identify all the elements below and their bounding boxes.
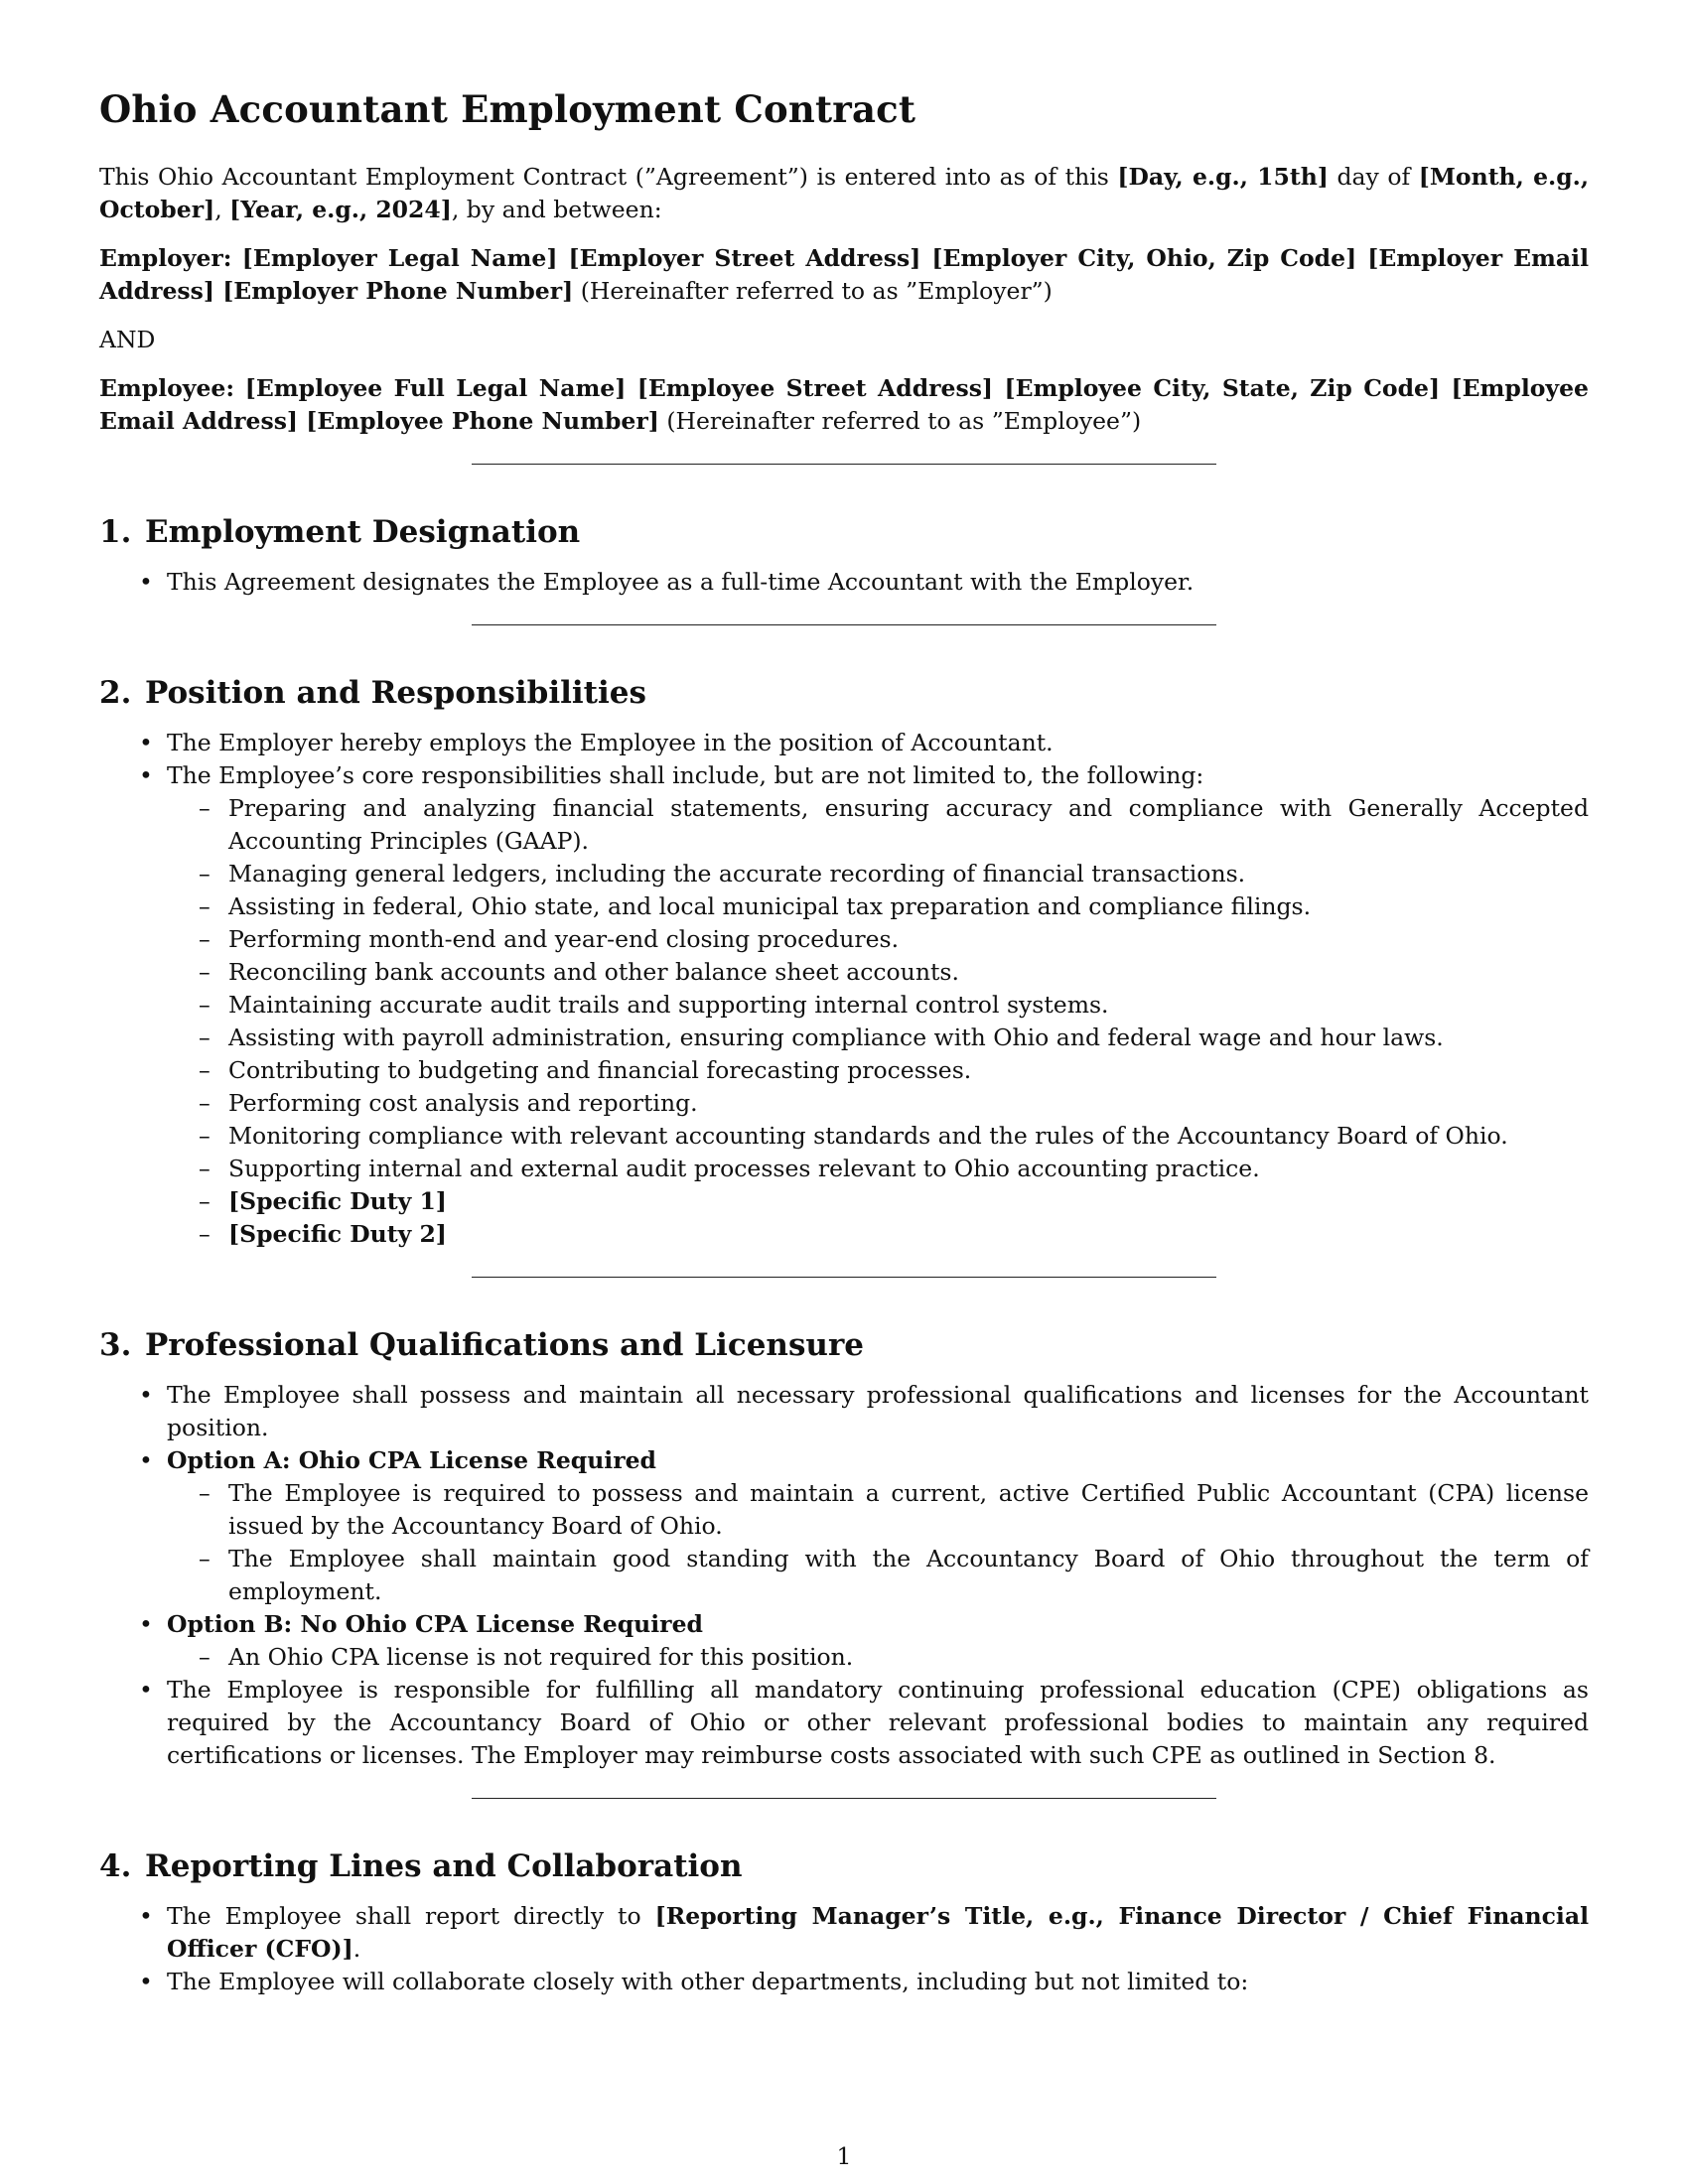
document-page bbox=[99, 87, 1589, 1998]
employee-block bbox=[99, 372, 1589, 438]
list-item-text: The Employee’s core responsibilities shall include, but are not limited to, the following: bbox=[167, 761, 1204, 789]
duty-item bbox=[228, 1185, 1589, 1218]
section-title: Employment Designation bbox=[145, 514, 581, 550]
intro-text: , bbox=[214, 196, 230, 223]
list-item: • The Employer hereby employs the Employee in the position of Accountant. bbox=[167, 727, 1589, 759]
option-item: – The Employee is required to possess and maintain a current, active Certified Public Accountant (CPA) license issued by the Accountancy Board of Ohio. bbox=[228, 1477, 1589, 1543]
duty-item: – Assisting in federal, Ohio state, and local municipal tax preparation and compliance filings. bbox=[228, 890, 1589, 923]
intro-paragraph bbox=[99, 161, 1589, 226]
section-divider bbox=[472, 624, 1216, 625]
bullet-list bbox=[99, 1379, 1589, 1772]
duties-list bbox=[167, 792, 1589, 1251]
reporting-manager-placeholder: [Reporting Manager’s Title, e.g., Finance Director / Chief Financial Officer (CFO)] bbox=[167, 1902, 1589, 1963]
bullet-list bbox=[99, 727, 1589, 1251]
option-b-heading: Option B: No Ohio CPA License Required bbox=[167, 1610, 703, 1638]
duty-item: – Performing month-end and year-end closing procedures. bbox=[228, 923, 1589, 956]
duty-item: – Monitoring compliance with relevant accounting standards and the rules of the Accountancy Board of Ohio. bbox=[228, 1120, 1589, 1153]
option-a-list bbox=[167, 1477, 1589, 1608]
duty-item: – Performing cost analysis and reporting. bbox=[228, 1087, 1589, 1120]
list-item bbox=[167, 1608, 1589, 1674]
list-item bbox=[167, 1900, 1589, 1966]
option-item: – An Ohio CPA license is not required for this position. bbox=[228, 1641, 1589, 1674]
and-separator: AND bbox=[99, 326, 156, 353]
section-number: 3. bbox=[99, 1327, 132, 1363]
section-heading bbox=[99, 1848, 1589, 1884]
duty-item: – Assisting with payroll administration, ensuring compliance with Ohio and federal wage and hour laws. bbox=[228, 1022, 1589, 1054]
section-divider bbox=[472, 1277, 1216, 1278]
list-item bbox=[167, 759, 1589, 1251]
duty-item: – Supporting internal and external audit processes relevant to Ohio accounting practice. bbox=[228, 1153, 1589, 1185]
bullet-list bbox=[99, 1900, 1589, 1998]
intro-text: , by and between: bbox=[451, 196, 662, 223]
option-b-list bbox=[167, 1641, 1589, 1674]
intro-text: This Ohio Accountant Employment Contract (”Agreement”) is entered into as of this bbox=[99, 163, 1118, 191]
intro-text: day of bbox=[1328, 163, 1419, 191]
employer-label: Employer: bbox=[99, 244, 232, 272]
section-divider bbox=[472, 464, 1216, 465]
duty-item: – Maintaining accurate audit trails and supporting internal control systems. bbox=[228, 989, 1589, 1022]
section-number: 1. bbox=[99, 514, 132, 550]
list-item: • This Agreement designates the Employee as a full-time Accountant with the Employer. bbox=[167, 566, 1589, 599]
section-heading bbox=[99, 514, 1589, 550]
list-item: • The Employee shall possess and maintain all necessary professional qualifications and licenses for the Accountant position. bbox=[167, 1379, 1589, 1444]
specific-duty-placeholder: [Specific Duty 2] bbox=[228, 1220, 447, 1248]
section-heading bbox=[99, 1327, 1589, 1363]
section-heading bbox=[99, 675, 1589, 711]
section-title: Professional Qualifications and Licensure bbox=[145, 1327, 865, 1363]
list-item: • The Employee will collaborate closely with other departments, including but not limited to: bbox=[167, 1966, 1589, 1998]
employee-label: Employee: bbox=[99, 374, 235, 402]
bullet-list bbox=[99, 566, 1589, 599]
document-title: Ohio Accountant Employment Contract bbox=[99, 87, 916, 131]
section-title: Reporting Lines and Collaboration bbox=[145, 1848, 743, 1884]
duty-item: – Managing general ledgers, including the accurate recording of financial transactions. bbox=[228, 858, 1589, 890]
list-item-text: . bbox=[352, 1935, 361, 1963]
list-item-text: The Employee shall report directly to bbox=[167, 1902, 655, 1930]
list-item: • The Employee is responsible for fulfilling all mandatory continuing professional education (CPE) obligations as required by the Accountancy Board of Ohio or other relevant professional bodies to maintain any required certifications or licenses. The Employer may reimburse costs associated with such CPE as outlined in Section 8. bbox=[167, 1674, 1589, 1772]
specific-duty-placeholder: [Specific Duty 1] bbox=[228, 1187, 447, 1215]
duty-item bbox=[228, 1218, 1589, 1251]
duty-item: – Reconciling bank accounts and other balance sheet accounts. bbox=[228, 956, 1589, 989]
employee-suffix: (Hereinafter referred to as ”Employee”) bbox=[658, 407, 1142, 435]
page-number: 1 bbox=[836, 2142, 852, 2170]
day-placeholder: [Day, e.g., 15th] bbox=[1117, 163, 1329, 191]
employer-fields: [Employer Legal Name] [Employer Street Address] [Employer City, Ohio, Zip Code] [Employer Email Address] [Employer Phone Number] bbox=[99, 244, 1589, 305]
option-item: – The Employee shall maintain good standing with the Accountancy Board of Ohio throughout the term of employment. bbox=[228, 1543, 1589, 1608]
section-divider bbox=[472, 1798, 1216, 1799]
duty-item: – Contributing to budgeting and financial forecasting processes. bbox=[228, 1054, 1589, 1087]
employee-fields: [Employee Full Legal Name] [Employee Street Address] [Employee City, State, Zip Code] [Employee Email Address] [Employee Phone Number] bbox=[99, 374, 1589, 435]
option-a-heading: Option A: Ohio CPA License Required bbox=[167, 1446, 656, 1474]
duty-item: – Preparing and analyzing financial statements, ensuring accuracy and compliance with Generally Accepted Accounting Principles (GAAP). bbox=[228, 792, 1589, 858]
section-number: 2. bbox=[99, 675, 132, 711]
employer-block bbox=[99, 242, 1589, 308]
section-title: Position and Responsibilities bbox=[145, 675, 646, 711]
employer-suffix: (Hereinafter referred to as ”Employer”) bbox=[573, 277, 1053, 305]
list-item bbox=[167, 1444, 1589, 1608]
year-placeholder: [Year, e.g., 2024] bbox=[229, 196, 452, 223]
month-placeholder: [Month, e.g., October] bbox=[99, 163, 1590, 223]
section-number: 4. bbox=[99, 1848, 132, 1884]
